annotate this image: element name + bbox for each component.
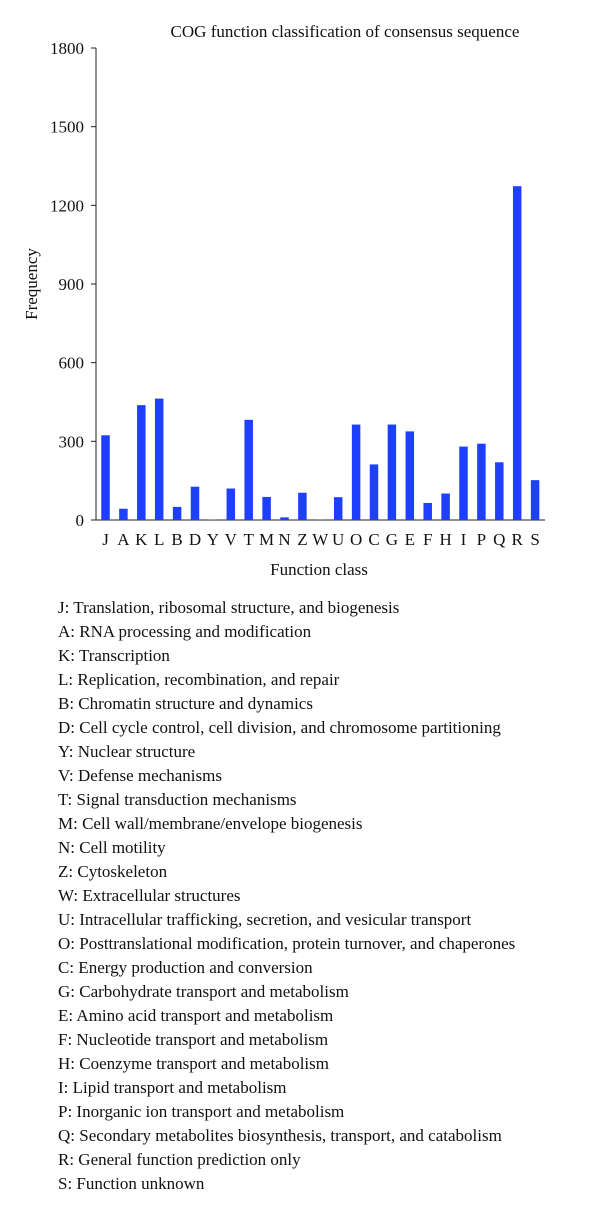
x-ticks	[102, 530, 540, 549]
x-tick-label: L	[154, 530, 165, 549]
x-tick-label: H	[439, 530, 452, 549]
y-tick-label: 0	[75, 511, 84, 530]
bar-B	[173, 507, 182, 520]
x-tick-label: C	[368, 530, 380, 549]
bar-Z	[298, 493, 307, 520]
y-tick-label: 1500	[50, 117, 84, 137]
legend-item: M: Cell wall/membrane/envelope biogenesis	[58, 814, 363, 833]
bar-K	[137, 405, 146, 520]
legend-item: R: General function prediction only	[58, 1150, 301, 1169]
x-tick-label: P	[476, 530, 487, 549]
y-tick-label: 300	[58, 432, 84, 452]
legend-item: L: Replication, recombination, and repair	[58, 670, 340, 689]
y-tick-label: 1800	[50, 39, 84, 58]
bar-G	[388, 425, 397, 520]
y-tick-label: 1200	[50, 196, 84, 216]
bar-T	[244, 420, 253, 520]
x-tick-label: V	[224, 530, 237, 549]
legend-item: P: Inorganic ion transport and metabolism	[58, 1102, 345, 1121]
legend-item: D: Cell cycle control, cell division, and chromosome partitioning	[58, 718, 501, 737]
legend-item: G: Carbohydrate transport and metabolism	[58, 982, 349, 1001]
x-tick-label: Q	[493, 530, 506, 549]
x-tick-label: S	[530, 530, 540, 549]
legend-item: N: Cell motility	[58, 838, 166, 857]
bar-E	[406, 431, 415, 520]
legend-item: Y: Nuclear structure	[58, 742, 196, 761]
x-axis-label: Function class	[270, 560, 368, 579]
x-tick-label: Y	[206, 530, 220, 549]
legend-item: E: Amino acid transport and metabolism	[58, 1006, 334, 1025]
x-tick-label: M	[259, 530, 275, 549]
y-tick-label: 900	[58, 275, 84, 294]
bar-F	[423, 503, 432, 520]
legend-item: I: Lipid transport and metabolism	[58, 1078, 287, 1097]
y-tick-label: 600	[58, 353, 84, 373]
legend-item: A: RNA processing and modification	[58, 622, 312, 641]
x-tick-label: I	[460, 530, 467, 549]
bar-O	[352, 425, 361, 520]
legend-item: T: Signal transduction mechanisms	[58, 790, 297, 809]
bar-D	[191, 487, 200, 520]
legend-item: O: Posttranslational modification, protein turnover, and chaperones	[58, 934, 516, 953]
legend-item: J: Translation, ribosomal structure, and biogenesis	[58, 598, 400, 617]
x-tick-label: G	[385, 530, 399, 549]
x-tick-label: E	[404, 530, 415, 549]
bar-J	[101, 435, 110, 520]
legend-item: W: Extracellular structures	[58, 886, 241, 905]
x-tick-label: O	[349, 530, 363, 549]
x-tick-label: A	[117, 530, 130, 549]
y-axis-label: Frequency	[22, 248, 41, 320]
x-tick-label: W	[312, 530, 329, 549]
bar-I	[459, 447, 468, 520]
bar-Y	[209, 519, 218, 520]
bar-U	[334, 497, 343, 520]
legend-item: Q: Secondary metabolites biosynthesis, transport, and catabolism	[58, 1126, 502, 1145]
bar-Q	[495, 462, 504, 520]
legend-item: S: Function unknown	[58, 1174, 205, 1193]
legend-item: U: Intracellular trafficking, secretion, and vesicular transport	[58, 910, 472, 929]
cog-bar-chart	[0, 0, 600, 590]
function-class-legend	[58, 596, 515, 1196]
bars	[101, 186, 539, 520]
x-tick-label: J	[102, 530, 109, 549]
y-ticks	[50, 39, 96, 530]
x-tick-label: R	[511, 530, 523, 549]
legend-item: F: Nucleotide transport and metabolism	[58, 1030, 329, 1049]
bar-H	[441, 494, 450, 520]
bar-S	[531, 480, 540, 520]
legend-item: H: Coenzyme transport and metabolism	[58, 1054, 329, 1073]
legend-item: V: Defense mechanisms	[58, 766, 222, 785]
legend-item: K: Transcription	[58, 646, 170, 665]
x-tick-label: T	[243, 530, 254, 549]
chart-title: COG function classification of consensus sequence	[170, 22, 520, 41]
bar-V	[227, 489, 236, 520]
legend-item: Z: Cytoskeleton	[58, 862, 168, 881]
x-tick-label: Z	[297, 530, 308, 549]
x-tick-label: B	[171, 530, 183, 549]
legend-item: B: Chromatin structure and dynamics	[58, 694, 313, 713]
bar-P	[477, 444, 486, 520]
x-tick-label: U	[332, 530, 345, 549]
bar-L	[155, 399, 164, 520]
bar-N	[280, 517, 289, 520]
x-tick-label: D	[188, 530, 202, 549]
legend-item: C: Energy production and conversion	[58, 958, 313, 977]
bar-M	[262, 497, 271, 520]
x-tick-label: F	[422, 530, 433, 549]
x-tick-label: K	[135, 530, 148, 549]
bar-A	[119, 509, 128, 520]
bar-C	[370, 464, 379, 520]
x-tick-label: N	[278, 530, 291, 549]
bar-R	[513, 186, 522, 520]
